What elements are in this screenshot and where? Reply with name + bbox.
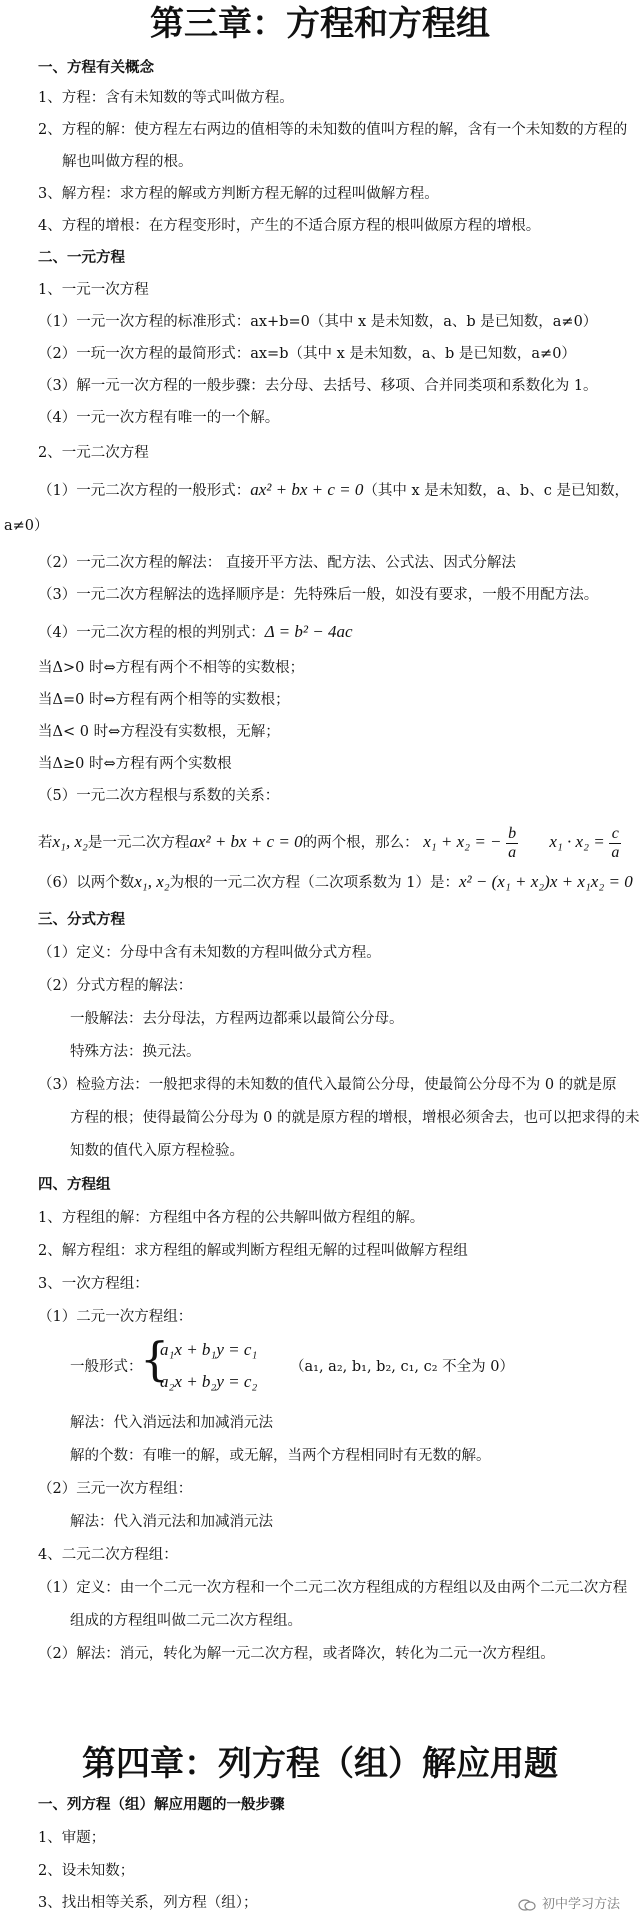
linear-system-solution-count: 解的个数：有唯一的解，或无解，当两个方程相同时有无数的解。	[70, 1448, 491, 1464]
discriminant-formula: Δ = b² − 4ac	[264, 622, 353, 641]
from-roots-label: （6）以两个数	[38, 875, 135, 891]
chapter3-title: 第三章：方程和方程组	[150, 4, 490, 44]
step-read-problem: 1、审题；	[38, 1830, 106, 1846]
quadratic-systems: 4、二元二次方程组：	[38, 1547, 178, 1563]
system-condition: （a₁, a₂, b₁, b₂, c₁, c₂ 不全为 0）	[290, 1359, 515, 1375]
linear-systems: 3、一次方程组：	[38, 1276, 149, 1292]
system-solution: 1、方程组的解：方程组中各方程的公共解叫做方程组的解。	[38, 1210, 425, 1226]
vieta-mid: 是一元二次方程	[87, 835, 190, 851]
section1-heading: 一、方程有关概念	[38, 59, 154, 76]
vieta-product-fraction	[609, 825, 621, 862]
fractional-check-cont1: 方程的根；使得最简公分母为 0 的就是原方程的增根，增根必须舍去，也可以把求得的未	[70, 1110, 640, 1126]
three-variable-solve-method: 解法：代入消元法和加减消元法	[70, 1514, 273, 1530]
quadratic-method-order: （3）一元二次方程解法的选择顺序是：先特殊后一般，如没有要求，一般不用配方法。	[38, 587, 599, 603]
vieta-roots: x₁, x₂	[52, 832, 88, 851]
discriminant-negative: 当Δ< 0 时⇔方程没有实数根，无解；	[38, 724, 280, 740]
vieta-if: 若	[38, 835, 53, 851]
vieta-formula	[38, 822, 621, 863]
vieta-sum-denominator: a	[508, 843, 517, 861]
watermark	[518, 1893, 620, 1912]
quadratic-system-definition-cont: 组成的方程组叫做二元二次方程组。	[70, 1613, 302, 1629]
fractional-special-method: 特殊方法：换元法。	[70, 1044, 201, 1060]
three-variable-linear-system: （2）三元一次方程组：	[38, 1481, 193, 1497]
quadratic-equation: ax² + bx + c = 0	[250, 480, 364, 499]
system-equation-2: a₂x + b₂y = c₂	[160, 1372, 258, 1391]
vieta-equation: ax² + bx + c = 0	[189, 832, 303, 851]
solving-system: 2、解方程组：求方程组的解或判断方程组无解的过程叫做解方程组	[38, 1243, 468, 1259]
section3-heading: 三、分式方程	[38, 911, 125, 928]
chapter4-section1-heading: 一、列方程（组）解应用题的一般步骤	[38, 1796, 285, 1813]
step-find-equality: 3、找出相等关系，列方程（组）；	[38, 1895, 258, 1911]
section4-heading: 四、方程组	[38, 1176, 111, 1193]
vieta-heading: （5）一元二次方程根与系数的关系：	[38, 788, 280, 804]
linear-system-solve-method: 解法：代入消远法和加减消元法	[70, 1415, 273, 1431]
from-roots-roots: x₁, x₂	[134, 872, 170, 891]
fractional-general-method: 一般解法：去分母法，方程两边都乘以最简公分母。	[70, 1011, 404, 1027]
item-solving-equation: 3、解方程：求方程的解或方判断方程无解的过程叫做解方程。	[38, 186, 439, 202]
watermark-text: 初中学习方法	[541, 1897, 620, 1912]
discriminant-zero: 当Δ=0 时⇔方程有两个相等的实数根；	[38, 692, 290, 708]
discriminant-label: （4）一元二次方程的根的判别式：	[38, 625, 265, 641]
from-roots-equation: x² − (x₁ + x₂)x + x₁x₂ = 0	[459, 872, 633, 891]
vieta-product: x₁ · x₂ =	[549, 832, 605, 851]
item-equation-definition: 1、方程：含有未知数的等式叫做方程。	[38, 90, 294, 106]
chapter4-title: 第四章：列方程（组）解应用题	[82, 1744, 558, 1784]
item-extraneous-root: 4、方程的增根：在方程变形时，产生的不适合原方程的根叫做原方程的增根。	[38, 218, 541, 234]
fractional-definition: （1）定义：分母中含有未知数的方程叫做分式方程。	[38, 945, 381, 961]
quadratic-system-solve: （2）解法：消元，转化为解一元二次方程，或者降次，转化为二元一次方程组。	[38, 1646, 555, 1662]
wechat-icon	[518, 1899, 536, 1911]
linear-solving-steps: （3）解一元一次方程的一般步骤：去分母、去括号、移项、合并同类项和系数化为 1。	[38, 378, 598, 394]
system-general-form-label: 一般形式：	[70, 1359, 143, 1375]
vieta-product-numerator: c	[609, 825, 621, 844]
linear-simplest-form: （2）一玩一次方程的最简形式：ax=b（其中 x 是未知数，a、b 是已知数，a≠0）	[38, 346, 576, 362]
quadratic-methods: （2）一元二次方程的解法： 直接开平方法、配方法、公式法、因式分解法	[38, 555, 516, 571]
item-equation-solution: 2、方程的解：使方程左右两边的值相等的未知数的值叫方程的解，含有一个未知数的方程的	[38, 122, 628, 138]
system-equation-1: a₁x + b₁y = c₁	[160, 1340, 258, 1359]
from-roots-mid: 为根的一元二次方程（二次项系数为 1）是：	[169, 875, 459, 891]
subheading-quadratic: 2、一元二次方程	[38, 445, 149, 461]
vieta-sum-numerator: b	[508, 824, 517, 842]
fractional-check: （3）检验方法：一般把求得的未知数的值代入最简公分母，使最简公分母不为 0 的就是原	[38, 1077, 617, 1093]
vieta-then: 的两个根，那么：	[302, 835, 419, 851]
step-set-unknowns: 2、设未知数；	[38, 1863, 135, 1879]
discriminant-positive: 当Δ>0 时⇔方程有两个不相等的实数根；	[38, 660, 305, 676]
vieta-sum-fraction	[506, 825, 518, 862]
section2-heading: 二、一元方程	[38, 249, 125, 266]
discriminant	[38, 622, 353, 643]
item-equation-solution-cont: 解也叫做方程的根。	[62, 154, 193, 170]
subheading-linear: 1、一元一次方程	[38, 282, 149, 298]
system-brace: {	[140, 1332, 170, 1386]
vieta-sum: x₁ + x₂ = −	[423, 832, 502, 851]
vieta-product-denominator: a	[611, 843, 620, 861]
discriminant-nonnegative: 当Δ≥0 时⇔方程有两个实数根	[38, 756, 232, 772]
quadratic-general-form-label: （1）一元二次方程的一般形式：	[38, 483, 251, 499]
linear-unique-solution: （4）一元一次方程有唯一的一个解。	[38, 410, 280, 426]
two-variable-linear-system: （1）二元一次方程组：	[38, 1309, 193, 1325]
quadratic-general-form	[38, 480, 629, 501]
fractional-check-cont2: 知数的值代入原方程检验。	[70, 1143, 244, 1159]
quadratic-general-form-cont: a≠0）	[4, 518, 49, 534]
quadratic-system-definition: （1）定义：由一个二元一次方程和一个二元二次方程组成的方程组以及由两个二元二次方程	[38, 1580, 628, 1596]
fractional-methods: （2）分式方程的解法：	[38, 978, 193, 994]
quadratic-general-form-note: （其中 x 是未知数，a、b、c 是已知数，	[363, 483, 629, 499]
quadratic-from-roots	[38, 872, 633, 893]
linear-standard-form: （1）一元一次方程的标准形式：ax+b=0（其中 x 是未知数，a、b 是已知数，a≠0）	[38, 314, 598, 330]
